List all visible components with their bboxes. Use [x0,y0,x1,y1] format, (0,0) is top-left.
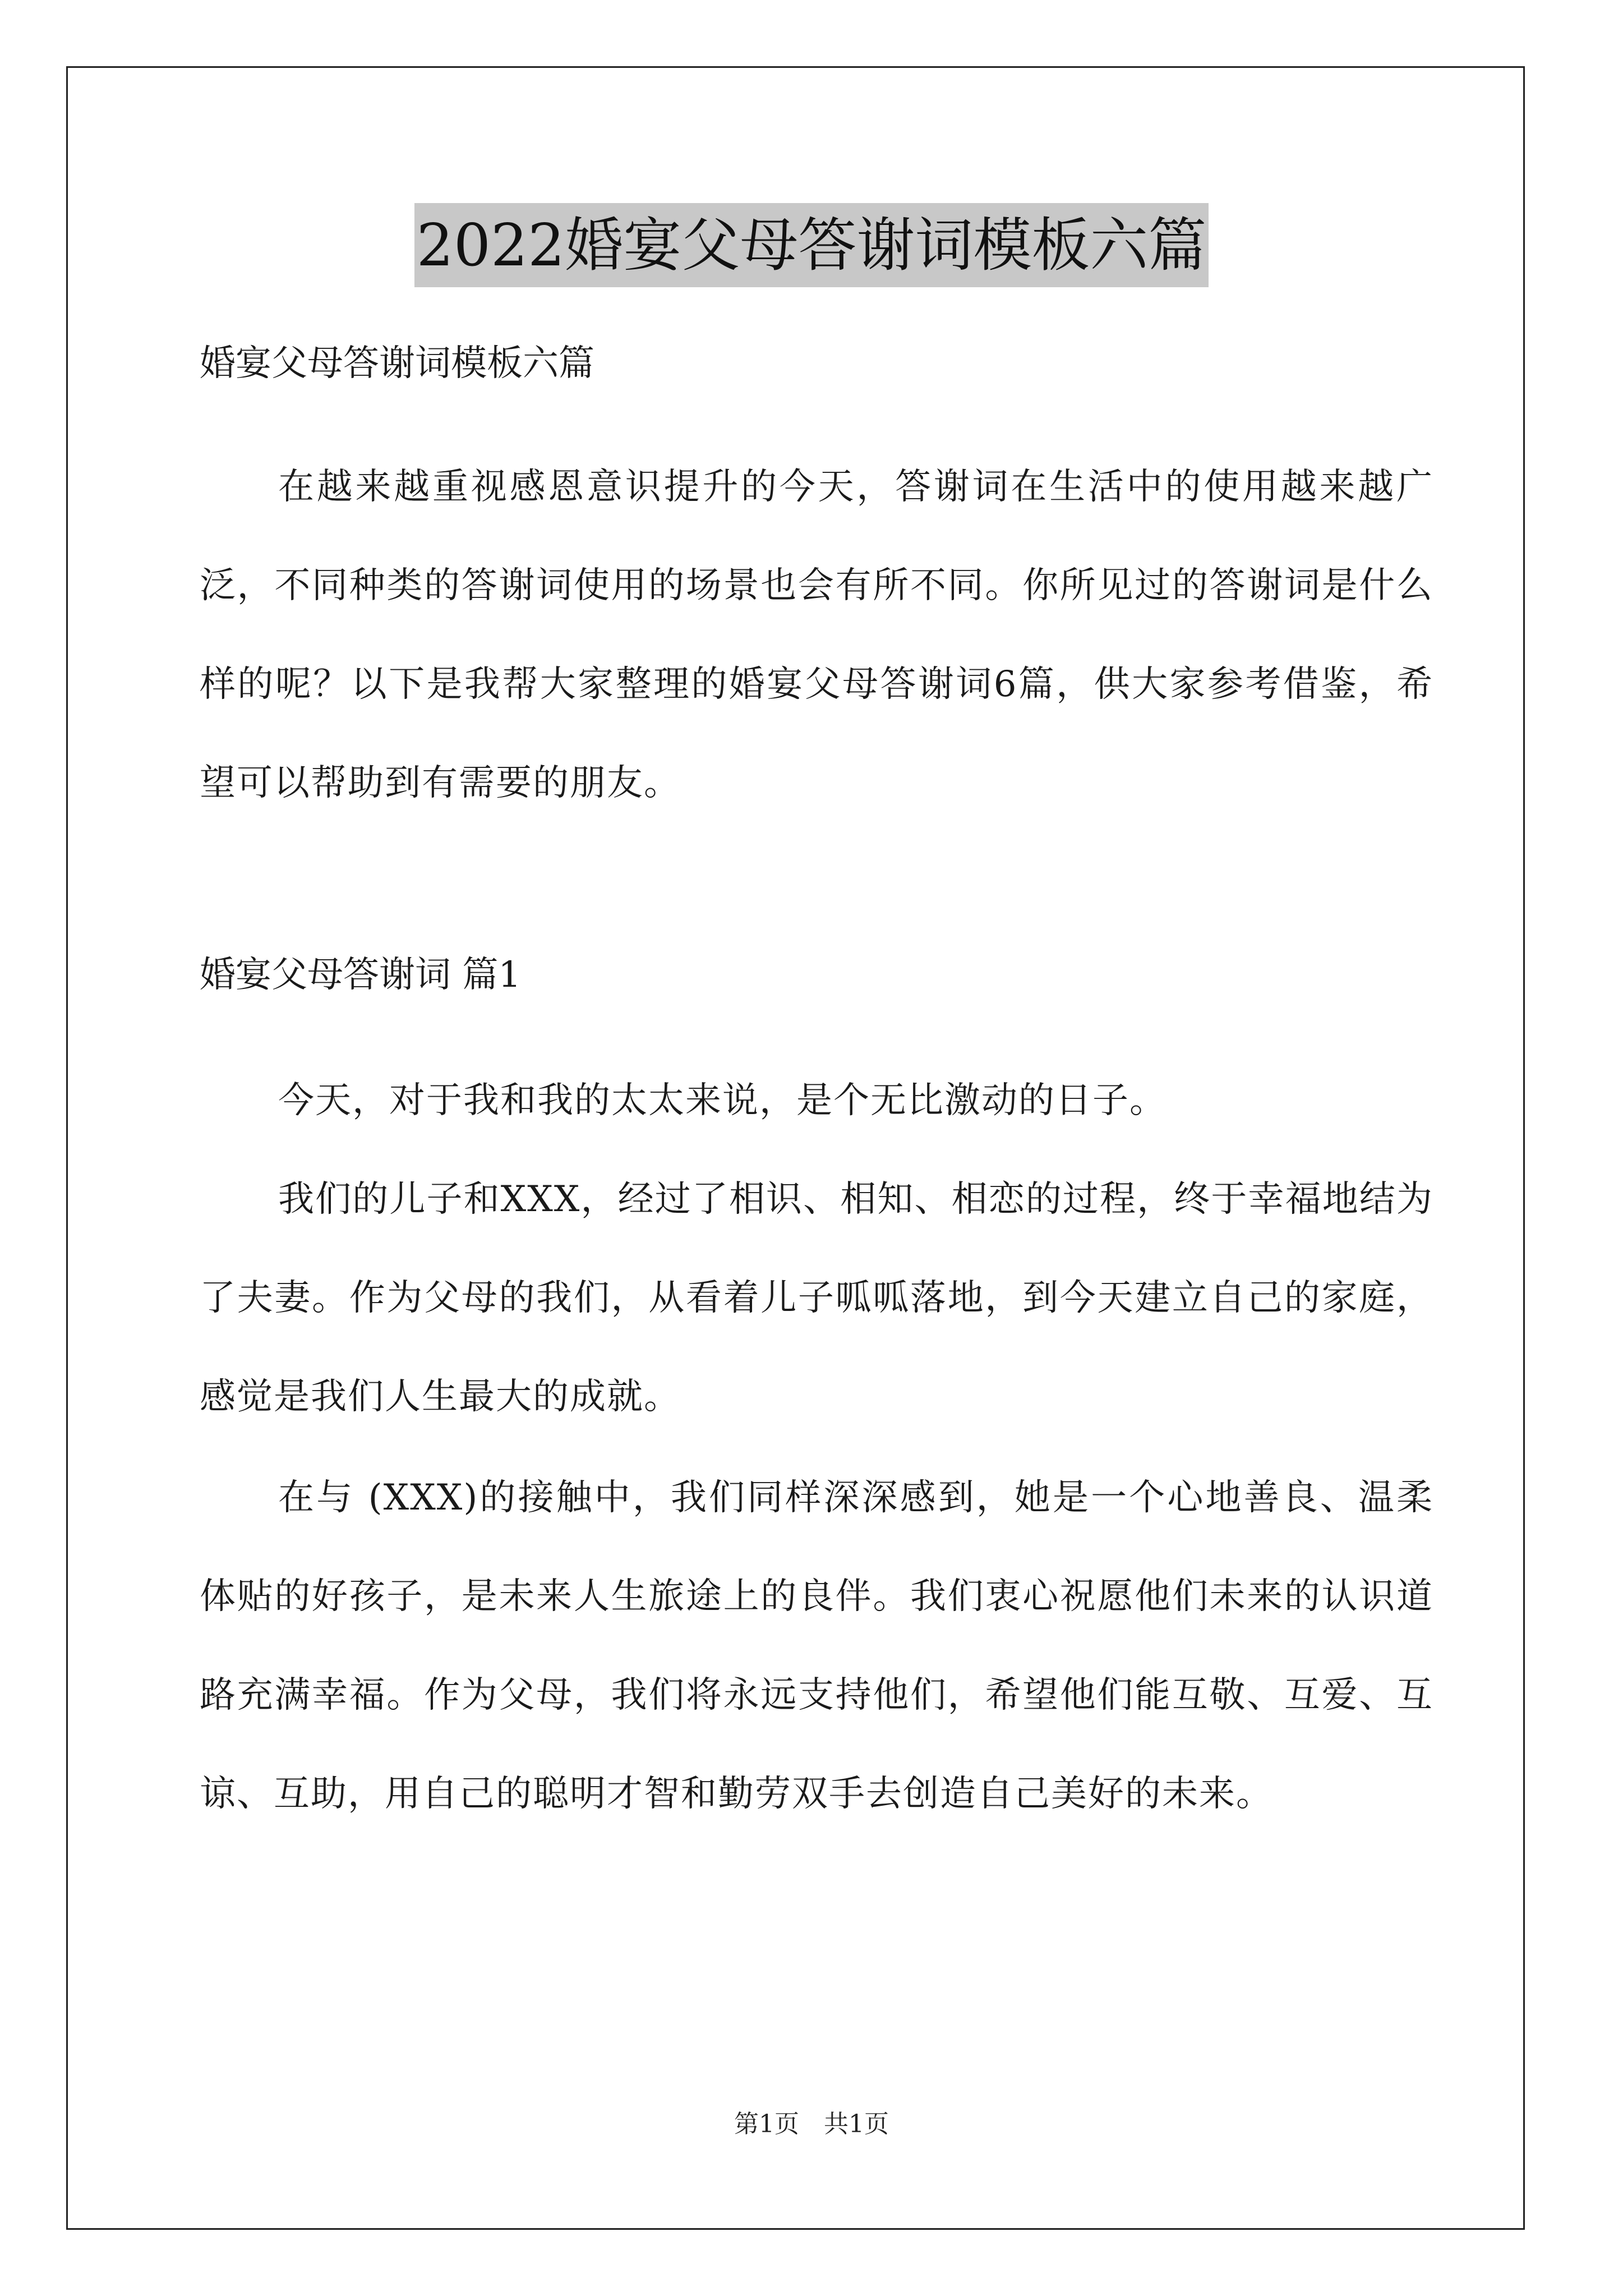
section-heading: 婚宴父母答谢词 篇1 [200,954,522,996]
intro-paragraph: 在越来越重视感恩意识提升的今天，答谢词在生活中的使用越来越广泛，不同种类的答谢词使用的场景也会有所不同。你所见过的答谢词是什么样的呢？以下是我帮大家整理的婚宴父母答谢词6篇，供大家参考借鉴，希望可以帮助到有需要的朋友。 [200,466,1433,804]
document-subtitle: 婚宴父母答谢词模板六篇 [200,343,594,384]
body-paragraph-1: 今天，对于我和我的太太来说，是个无比激动的日子。 [278,1080,1166,1121]
body-paragraph-2: 我们的儿子和XXX，经过了相识、相知、相恋的过程，终于幸福地结为了夫妻。作为父母的我们，从看着儿子呱呱落地，到今天建立自己的家庭，感觉是我们人生最大的成就。 [200,1179,1433,1418]
page-footer: 第1页 共1页 [734,2110,889,2138]
body-paragraph-3: 在与 (XXX)的接触中，我们同样深深感到，她是一个心地善良、温柔体贴的好孩子，是未来人生旅途上的良伴。我们衷心祝愿他们未来的认识道路充满幸福。作为父母，我们将永远支持他们，希望他们能互敬、互爱、互谅、互助，用自己的聪明才智和勤劳双手去创造自己美好的未来。 [200,1477,1433,1815]
title-container [0,203,1623,287]
document-title: 2022婚宴父母答谢词模板六篇 [414,203,1209,287]
